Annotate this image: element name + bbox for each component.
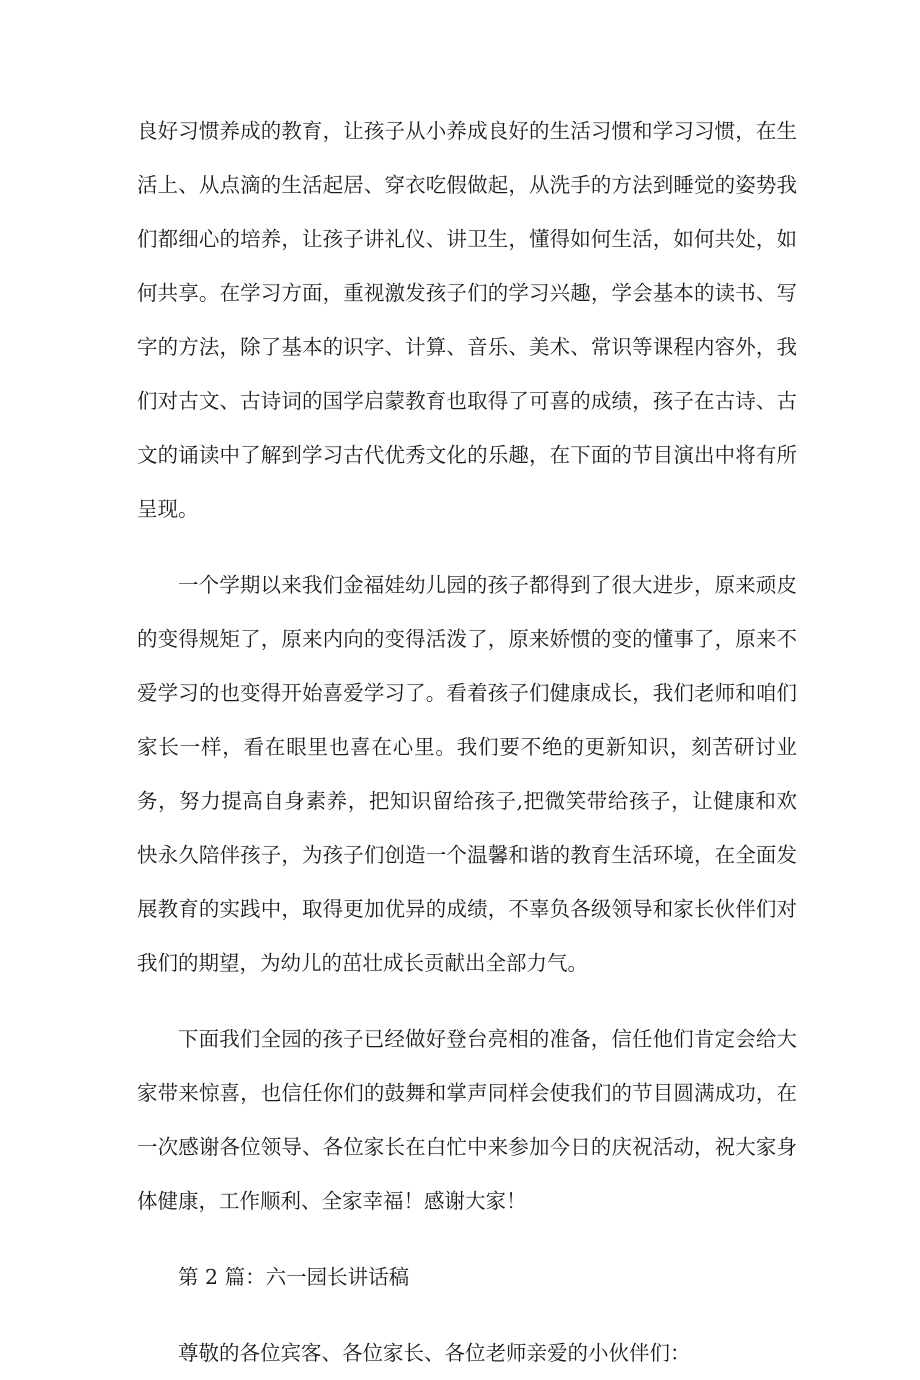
section-heading: 第 2 篇：六一园长讲话稿 [178,1265,410,1289]
document-body [137,104,797,1380]
paragraph-habits: 良好习惯养成的教育，让孩子从小养成良好的生活习惯和学习习惯，在生活上、从点滴的生活起居、穿衣吃假做起，从洗手的方法到睡觉的姿势我们都细心的培养，让孩子讲礼仪、讲卫生，懂得如何生活，如何共处，如何共享。在学习方面，重视激发孩子们的学习兴趣，学会基本的读书、写字的方法，除了基本的识字、计算、音乐、美术、常识等课程内容外，我们对古文、古诗词的国学启蒙教育也取得了可喜的成绩，孩子在古诗、古文的诵读中了解到学习古代优秀文化的乐趣，在下面的节目演出中将有所呈现。 [137,119,797,521]
paragraph-progress: 一个学期以来我们金福娃幼儿园的孩子都得到了很大进步，原来顽皮的变得规矩了，原来内向的变得活泼了，原来娇惯的变的懂事了，原来不爱学习的也变得开始喜爱学习了。看着孩子们健康成长，我们老师和咱们家长一样，看在眼里也喜在心里。我们要不绝的更新知识，刻苦研讨业务，努力提高自身素养，把知识留给孩子,把微笑带给孩子，让健康和欢快永久陪伴孩子，为孩子们创造一个温馨和谐的教育生活环境，在全面发展教育的实践中，取得更加优异的成绩，不辜负各级领导和家长伙伴们对我们的期望，为幼儿的茁壮成长贡献出全部力气。 [137,573,797,975]
salutation: 尊敬的各位宾客、各位家长、各位老师亲爱的小伙伴们： [178,1341,691,1365]
paragraph-closing: 下面我们全园的孩子已经做好登台亮相的准备，信任他们肯定会给大家带来惊喜，也信任你们的鼓舞和掌声同样会使我们的节目圆满成功，在一次感谢各位领导、各位家长在白忙中来参加今日的庆祝活动，祝大家身体健康，工作顺利、全家幸福！感谢大家！ [137,1027,797,1213]
